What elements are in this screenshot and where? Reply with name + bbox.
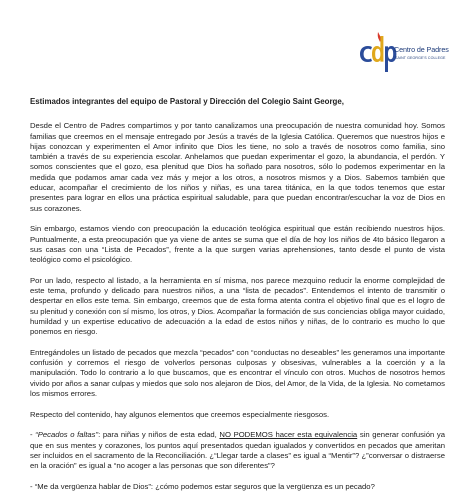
bullet-pecados-o-faltas (30, 430, 445, 471)
bullet-prefix: - (30, 430, 36, 440)
paragraph-4: Entregándoles un listado de pecados que mezcla “pecados” con “conductas no deseables” les generamos una importante confusión y corremos el riesgo de volverlos personas culposas y obsesivas, vulnerables a la coerción y a la manipulación. Todo lo contrario a lo que buscamos, que es encontrar el vínculo con otros. Muchos de nosotros hemos vivido por años a sanar culpas y miedos que solo nos alejaron de Dios, del Amor, de la Vida, de la Iglesia. No cometamos los mismos errores. (30, 347, 445, 399)
paragraph-1: Desde el Centro de Padres compartimos y por tanto canalizamos una preocupación de nuestra comunidad hoy. Somos familias que creemos en el mensaje entregado por Jesús a través de la Iglesia Católica. Queremos que nuestros hijos e hijas conozcan y experimenten el Amor infinito que Dios les tiene, no solo a través de nosotros como familia, sino también a través de su experiencia escolar. Anhelamos que puedan experimentar el gozo, la abundancia, el perdón. Y somos conscientes que el gozo, esa plenitud que Dios ha soñado para nosotros, sólo lo podemos experimentar en la medida que podamos amar cada vez más y mejor a los otros, a nosotros mismos y a Dios. Sabemos también que educar, acompañar el crecimiento de los niños y niñas, es una tarea titánica, en la que todos tenemos que estar presentes para lograr en ellos una práctica espiritual saludable, para que puedan encontrar/escuchar la voz de Dios en sus corazones. (30, 121, 445, 213)
flame-icon (378, 32, 381, 42)
paragraph-2: Sin embargo, estamos viendo con preocupación la educación teológica espiritual que están recibiendo nuestros hijos. Puntualmente, a esta preocupación que ya viene de antes se suma que el día de hoy los niños de 4to básico llegaron a sus casas con una “Lista de Pecados”, frente a la que surgen varias aprehensiones, tanto desde el punto de vista teológico como el psicológico. (30, 224, 445, 265)
bullet-text-1: : para niñas y niños de esta edad, (98, 430, 220, 440)
centro-de-padres-logo (358, 30, 449, 74)
bullet-text-2: sin generar confusión ya que en sus mentes y corazones, los puntos aquí presentados quedan igualados y convertidos en pecados que ameritan ser incluidos en el sacramento de la Reconciliación. ¿“Llegar tarde a clases” es igual a “Mentir”? ¿”conversar o distraerse en la oración” es igual a “no acoger a las personas que son diferentes”? (30, 430, 445, 471)
bullet-verguenza: - “Me da vergüenza hablar de Dios”: ¿cómo podemos estar seguros que la vergüenza es un pecado? (30, 481, 375, 491)
bullet-underlined: NO PODEMOS hacer esta equivalencia (219, 430, 358, 440)
cdp-logo-mark-icon (358, 30, 398, 74)
logo-subtitle: SAINT GEORGE'S COLLEGE (395, 56, 446, 60)
bullet-term: “Pecados o faltas” (35, 430, 99, 440)
letter-greeting: Estimados integrantes del equipo de Pastoral y Dirección del Colegio Saint George, (30, 97, 344, 106)
logo-title: Centro de Padres (394, 45, 449, 54)
letter-body (30, 97, 445, 502)
paragraph-5: Respecto del contenido, hay algunos elementos que creemos especialmente riesgosos. (30, 409, 330, 419)
paragraph-3: Por un lado, respecto al listado, a la herramienta en sí misma, nos parece mezquino reducir la enorme complejidad de este tema, profundo y delicado para nuestros niños, a una “lista de pecados”. Entendemos el intento de transmitir o despertar en ellos este tema. Sin embargo, creemos que de esta forma atenta contra el objetivo final que es el logro de su plenitud y conexión con sí mismo, los otros, y Dios. Acompañar la formación de sus conciencias obliga mayor cuidado, humildad y un expertise educativo de adecuación a la edad de estos niños y niñas, de lo contrario es mucho lo que ponemos en riesgo. (30, 275, 445, 337)
